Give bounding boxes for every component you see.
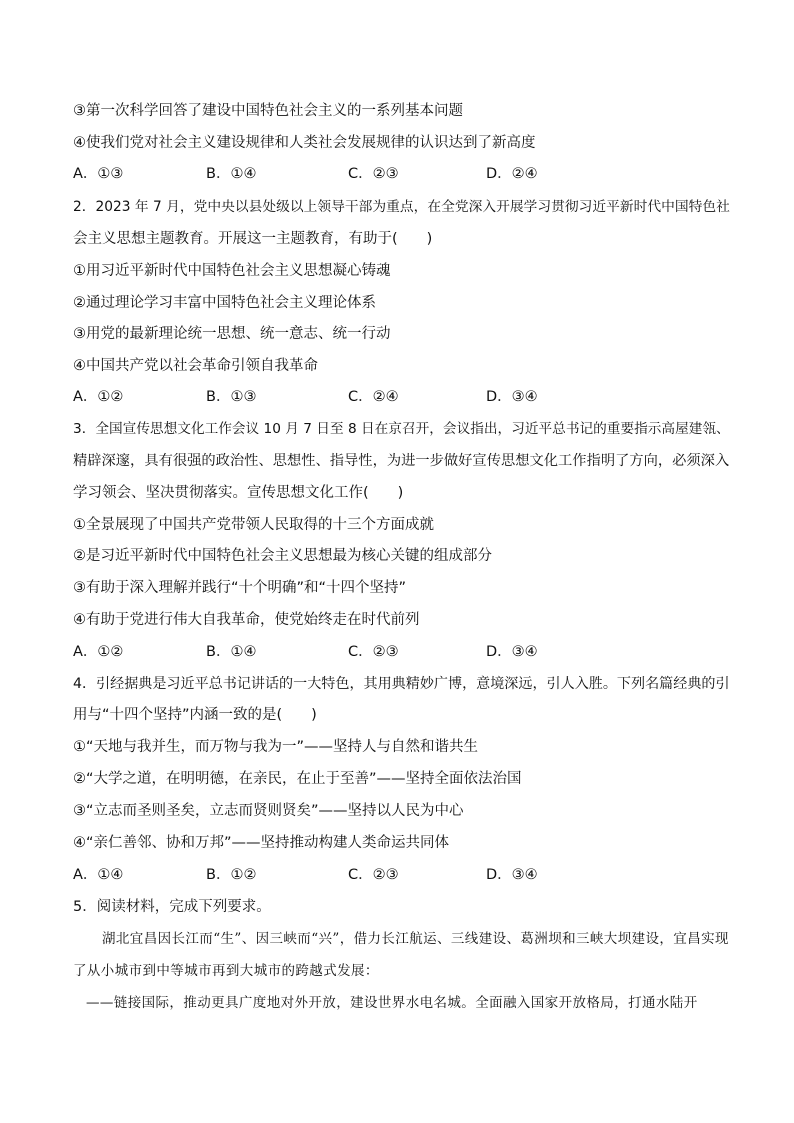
q4-option-b[interactable]: B．①② bbox=[206, 867, 257, 883]
q5-material-line-1: 湖北宜昌因长江而“生”、因三峡而“兴”，借力长江航运、三线建设、葛洲坝和三峡大坝建设，宜昌实现 bbox=[102, 931, 729, 947]
q1-option-c[interactable]: C．②③ bbox=[348, 166, 399, 182]
q2-option-c[interactable]: C．②④ bbox=[348, 389, 399, 405]
q3-item-2: ②是习近平新时代中国特色社会主义思想最为核心关键的组成部分 bbox=[73, 548, 492, 564]
q2-item-4: ④中国共产党以社会革命引领自我革命 bbox=[73, 358, 318, 374]
q2-stem-line-1: 2．2023 年 7 月，党中央以县处级以上领导干部为重点，在全党深入开展学习贯彻习近平新时代中国特色社 bbox=[73, 199, 730, 215]
q3-option-b[interactable]: B．①④ bbox=[206, 644, 257, 660]
q3-option-c[interactable]: C．②③ bbox=[348, 644, 399, 660]
q1-item-4: ④使我们党对社会主义建设规律和人类社会发展规律的认识达到了新高度 bbox=[73, 135, 536, 151]
q4-stem-line-2: 用与“十四个坚持”内涵一致的是( ) bbox=[73, 707, 317, 723]
q1-option-a[interactable]: A．①③ bbox=[73, 166, 124, 182]
q4-item-1: ①“天地与我并生，而万物与我为一”——坚持人与自然和谐共生 bbox=[73, 739, 479, 755]
q4-option-d[interactable]: D．③④ bbox=[486, 867, 538, 883]
q5-material-line-2: 了从小城市到中等城市再到大城市的跨越式发展： bbox=[73, 963, 379, 979]
q3-stem-line-1: 3．全国宣传思想文化工作会议 10 月 7 日至 8 日在京召开，会议指出，习近平总书记的重要指示高屋建瓴、 bbox=[73, 421, 730, 437]
q5-material-line-3: ——链接国际，推动更具广度地对外开放，建设世界水电名城。全面融入国家开放格局，打通水陆开 bbox=[86, 995, 698, 1011]
q3-option-a[interactable]: A．①② bbox=[73, 644, 124, 660]
q4-option-c[interactable]: C．②③ bbox=[348, 867, 399, 883]
q3-item-1: ①全景展现了中国共产党带领人民取得的十三个方面成就 bbox=[73, 517, 434, 533]
q5-stem: 5．阅读材料，完成下列要求。 bbox=[73, 899, 271, 915]
q3-stem-line-3: 学习领会、坚决贯彻落实。宣传思想文化工作( ) bbox=[73, 485, 404, 501]
q2-option-d[interactable]: D．③④ bbox=[486, 389, 538, 405]
q3-item-3: ③有助于深入理解并践行“十个明确”和“十四个坚持” bbox=[73, 580, 407, 596]
q2-item-3: ③用党的最新理论统一思想、统一意志、统一行动 bbox=[73, 326, 391, 342]
q2-option-a[interactable]: A．①② bbox=[73, 389, 124, 405]
q2-option-b[interactable]: B．①③ bbox=[206, 389, 257, 405]
q4-item-3: ③“立志而圣则圣矣，立志而贤则贤矣”——坚持以人民为中心 bbox=[73, 803, 464, 819]
q4-item-2: ②“大学之道，在明明德，在亲民，在止于至善”——坚持全面依法治国 bbox=[73, 771, 522, 787]
q2-item-2: ②通过理论学习丰富中国特色社会主义理论体系 bbox=[73, 295, 376, 311]
q4-option-a[interactable]: A．①④ bbox=[73, 867, 124, 883]
q1-item-3: ③第一次科学回答了建设中国特色社会主义的一系列基本问题 bbox=[73, 103, 463, 119]
q1-option-b[interactable]: B．①④ bbox=[206, 166, 257, 182]
q1-option-d[interactable]: D．②④ bbox=[486, 166, 538, 182]
q4-item-4: ④“亲仁善邻、协和万邦”——坚持推动构建人类命运共同体 bbox=[73, 835, 450, 851]
q2-item-1: ①用习近平新时代中国特色社会主义思想凝心铸魂 bbox=[73, 263, 391, 279]
q2-stem-line-2: 会主义思想主题教育。开展这一主题教育，有助于( ) bbox=[73, 231, 433, 247]
q3-stem-line-2: 精辟深邃，具有很强的政治性、思想性、指导性，为进一步做好宣传思想文化工作指明了方向，必须深入 bbox=[73, 453, 730, 469]
q3-item-4: ④有助于党进行伟大自我革命，使党始终走在时代前列 bbox=[73, 612, 420, 628]
q3-option-d[interactable]: D．③④ bbox=[486, 644, 538, 660]
q4-stem-line-1: 4．引经据典是习近平总书记讲话的一大特色，其用典精妙广博，意境深远，引人入胜。下列名篇经典的引 bbox=[73, 676, 730, 692]
